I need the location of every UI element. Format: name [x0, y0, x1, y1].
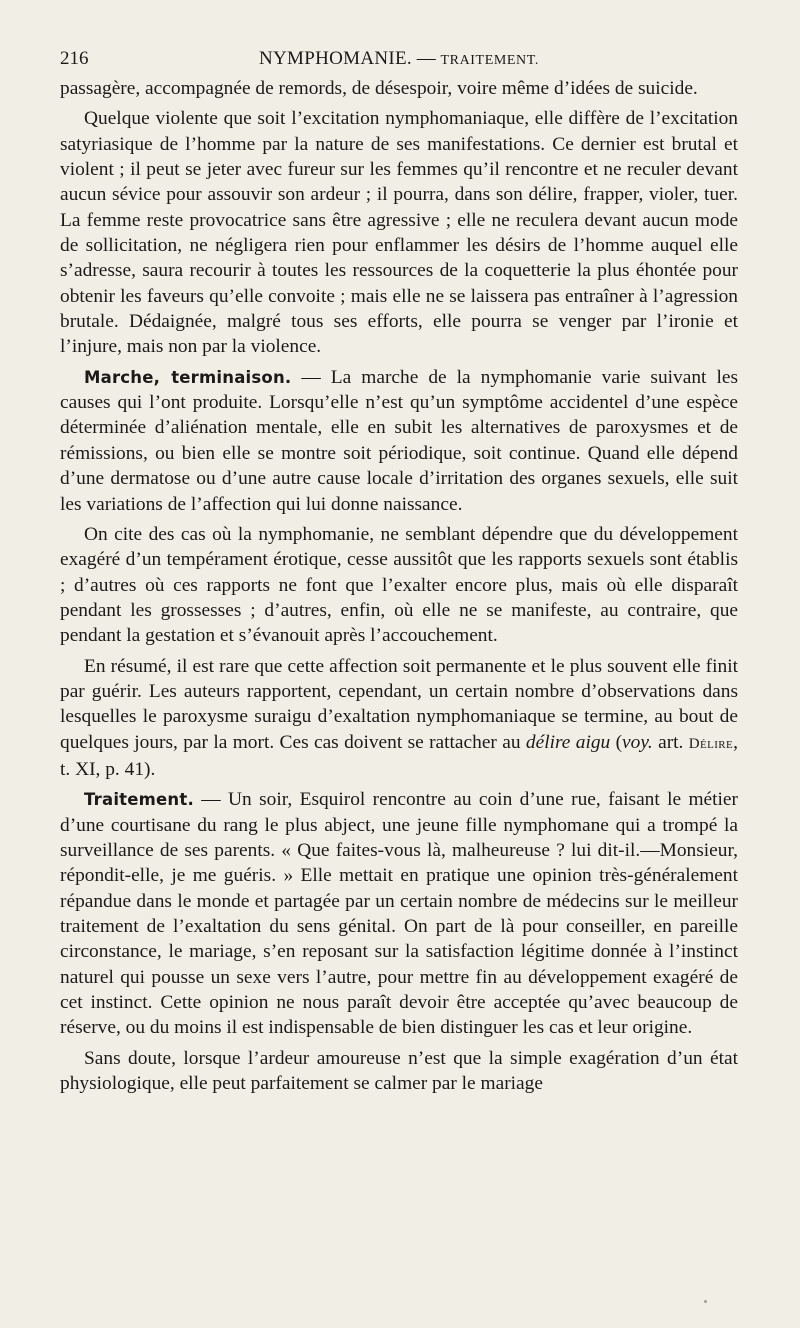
italic-term: délire aigu: [525, 731, 611, 753]
paragraph-text: — La marche de la nymphomanie varie suivant les causes qui l’ont produite. Lorsqu’elle n’est qu’un symptôme accidentel d’une espèce déterminée d’aliénation mentale, elle en subit les alternatives de paroxysmes et de rémissions, ou bien elle se montre soit périodique, soit continue. Quand elle dépend d’une dermatose ou d’une autre cause locale d’irritation des organes sexuels, elle suit les variations de l’affection qui lui donne naissance.: [60, 366, 738, 515]
running-head: [60, 44, 738, 74]
paragraph-text: En résumé, il est rare que cette affection soit permanente et le plus souvent elle finit par guérir. Les auteurs rapportent, cependant, un certain nombre d’observations dans lesquelles le paroxysme suraigu d’exaltation nymphomaniaque se termine, au bout de quelques jours, par la mort. Ces cas doivent se rattacher au: [60, 655, 738, 753]
paragraph-text: Quelque violente que soit l’excitation nymphomaniaque, elle diffère de l’excitation satyriasique de l’homme par la nature de ses manifestations. Ce dernier est brutal et violent ; il peut se jeter avec fureur sur les femmes qu’il rencontre et ne reculer devant aucun sévice pour assouvir son ardeur ; il pourra, dans son délire, frapper, violer, tuer. La femme reste provocatrice sans être agressive ; elle ne reculera devant aucun mode de sollicitation, ne négligera rien pour enflammer les désirs de l’homme auquel elle s’adresse, saura recourir à toutes les ressources de la coquetterie la plus éhontée pour obtenir les faveurs qu’elle convoite ; mais elle ne se laissera pas entraîner à l’agression brutale. Dédaignée, malgré tous ses efforts, elle pourra se venger par l’ironie et l’injure, mais non par la violence.: [60, 108, 738, 358]
paragraph-text: , t. XI, p. 41).: [60, 731, 738, 780]
paragraph-traitement: [60, 787, 738, 1040]
italic-abbrev: voy.: [622, 731, 653, 753]
paragraph-text: art.: [652, 731, 689, 753]
running-head-separator: —: [411, 48, 441, 69]
paragraph: [60, 654, 738, 783]
running-head-title: NYMPHOMANIE.: [259, 48, 412, 69]
paragraph-text: On cite des cas où la nymphomanie, ne semblant dépendre que du développement exagéré d’un tempérament érotique, cesse aussitôt que les rapports sexuels sont établis ; d’autres où ces rapports ne font que l’exalter encore plus, mais où elle disparaît pendant les grossesses ; d’autres, enfin, où elle ne se manifeste, au contraire, que pendant la gestation et s’évanouit après l’accouchement.: [60, 523, 738, 647]
page-number: 216: [60, 48, 89, 69]
paragraph: [60, 522, 738, 649]
paragraph: [60, 106, 738, 359]
paragraph-text: Sans doute, lorsque l’ardeur amoureuse n’est que la simple exagération d’un état physiologique, elle peut parfaitement se calmer par le mariage: [60, 1047, 738, 1095]
running-head-subtitle: TRAITEMENT.: [440, 53, 539, 68]
section-heading-traitement: Traitement.: [84, 790, 194, 810]
section-heading-marche: Marche, terminaison.: [84, 367, 292, 387]
body-text: [60, 76, 738, 1096]
paragraph-text: (: [610, 731, 623, 753]
paragraph-text: — Un soir, Esquirol rencontre au coin d’une rue, faisant le métier d’une courtisane du rang le plus abject, une jeune fille nymphomane qui a trompé la surveillance de ses parents. « Que faites-vous là, malheureuse ? lui dit-il.—Monsieur, répondit-elle, je me guéris. » Elle mettait en pratique une opinion très-généralement répandue dans le monde et partagée par un certain nombre de médecins sur le meilleur traitement de l’exaltation du sens génital. On part de là pour conseiller, en pareille circonstance, le mariage, s’en reposant sur la satisfaction légitime donnée à l’instinct naturel qui pousse un sexe vers l’autre, pour mettre fin au développement exagéré de cet instinct. Cette opinion ne nous paraît devoir être acceptée qu’avec beaucoup de réserve, ou du moins il est indispensable de bien distinguer les cas et leur origine.: [60, 789, 738, 1039]
paragraph: [60, 76, 738, 101]
small-caps-reference: Délire: [688, 735, 734, 752]
paragraph-marche: [60, 365, 738, 517]
paragraph: [60, 1046, 738, 1097]
paragraph-text: passagère, accompagnée de remords, de désespoir, voire même d’idées de suicide.: [60, 78, 698, 99]
paper-speck: [704, 1300, 707, 1303]
